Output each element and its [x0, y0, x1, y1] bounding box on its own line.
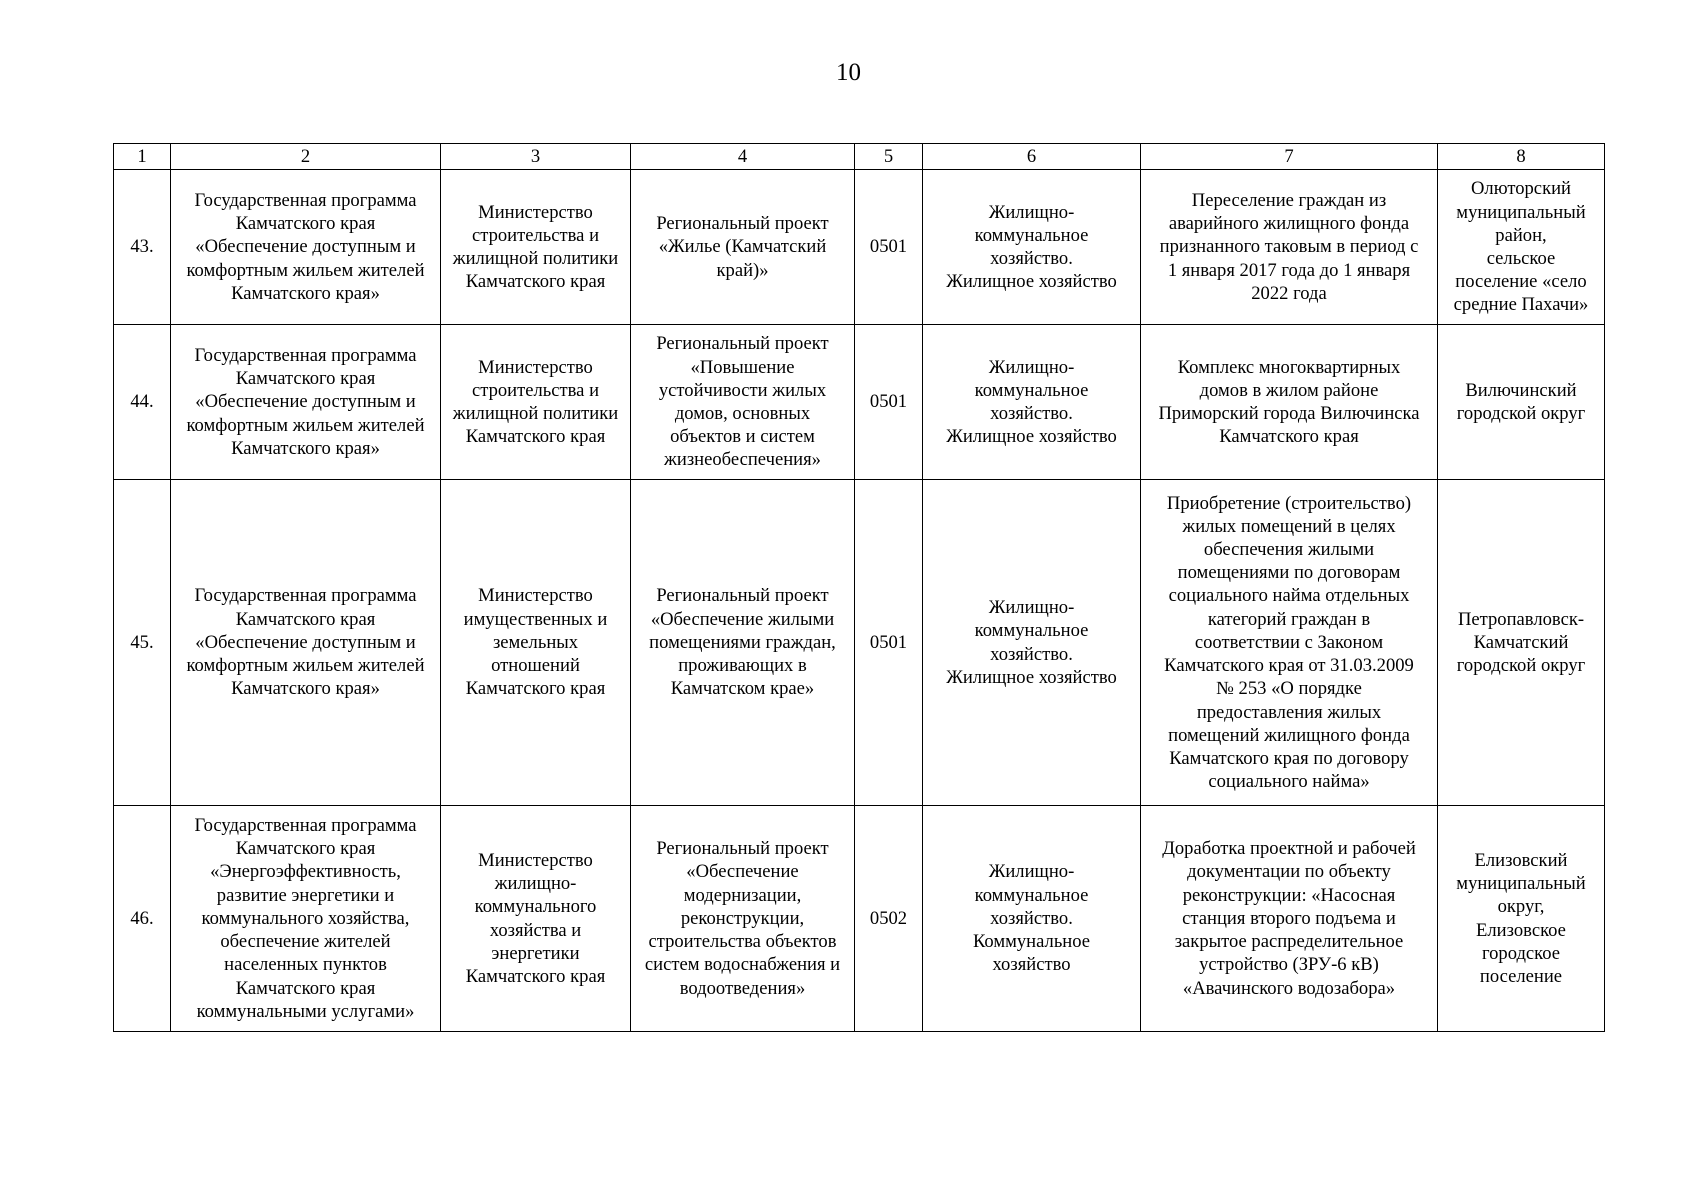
page-number: 10: [836, 59, 861, 86]
section-cell: Жилищно- коммунальное хозяйство. Коммунальное хозяйство: [923, 806, 1141, 1032]
ministry-cell: Министерство строительства и жилищной политики Камчатского края: [441, 325, 631, 480]
municipality-cell: Петропавловск- Камчатский городской округ: [1438, 480, 1605, 806]
program-cell: Государственная программа Камчатского края «Обеспечение доступным и комфортным жильем жителей Камчатского края»: [171, 325, 441, 480]
code-cell: 0501: [855, 480, 923, 806]
object-cell: Комплекс многоквартирных домов в жилом районе Приморский города Вилючинска Камчатского края: [1141, 325, 1438, 480]
project-cell: Региональный проект «Повышение устойчивости жилых домов, основных объектов и систем жизнеобеспечения»: [631, 325, 855, 480]
column-header: 8: [1438, 144, 1605, 170]
row-number: 46.: [114, 806, 171, 1032]
column-header: 2: [171, 144, 441, 170]
section-cell: Жилищно- коммунальное хозяйство. Жилищное хозяйство: [923, 325, 1141, 480]
column-header: 6: [923, 144, 1141, 170]
projects-table: [113, 143, 1605, 1032]
code-cell: 0502: [855, 806, 923, 1032]
row-number: 45.: [114, 480, 171, 806]
row-number: 44.: [114, 325, 171, 480]
column-header: 1: [114, 144, 171, 170]
object-cell: Приобретение (строительство) жилых помещений в целях обеспечения жилыми помещениями по договорам социального найма отдельных категорий граждан в соответствии с Законом Камчатского края от 31.03.2009 № 253 «О порядке предоставления жилых помещений жилищного фонда Камчатского края по договору социального найма»: [1141, 480, 1438, 806]
ministry-cell: Министерство имущественных и земельных отношений Камчатского края: [441, 480, 631, 806]
section-cell: Жилищно- коммунальное хозяйство. Жилищное хозяйство: [923, 170, 1141, 325]
project-cell: Региональный проект «Жилье (Камчатский край)»: [631, 170, 855, 325]
code-cell: 0501: [855, 325, 923, 480]
column-header: 7: [1141, 144, 1438, 170]
ministry-cell: Министерство строительства и жилищной политики Камчатского края: [441, 170, 631, 325]
row-number: 43.: [114, 170, 171, 325]
object-cell: Доработка проектной и рабочей документации по объекту реконструкции: «Насосная станция второго подъема и закрытое распределительное устройство (ЗРУ-6 кВ) «Авачинского водозабора»: [1141, 806, 1438, 1032]
program-cell: Государственная программа Камчатского края «Обеспечение доступным и комфортным жильем жителей Камчатского края»: [171, 170, 441, 325]
table-row: [114, 480, 1605, 806]
column-header: 3: [441, 144, 631, 170]
ministry-cell: Министерство жилищно- коммунального хозяйства и энергетики Камчатского края: [441, 806, 631, 1032]
project-cell: Региональный проект «Обеспечение модернизации, реконструкции, строительства объектов систем водоснабжения и водоотведения»: [631, 806, 855, 1032]
table-row: [114, 325, 1605, 480]
project-cell: Региональный проект «Обеспечение жилыми помещениями граждан, проживающих в Камчатском крае»: [631, 480, 855, 806]
column-header: 5: [855, 144, 923, 170]
municipality-cell: Олюторский муниципальный район, сельское поселение «село средние Пахачи»: [1438, 170, 1605, 325]
table-row: [114, 806, 1605, 1032]
column-header: 4: [631, 144, 855, 170]
code-cell: 0501: [855, 170, 923, 325]
table-row: [114, 170, 1605, 325]
program-cell: Государственная программа Камчатского края «Энергоэффективность, развитие энергетики и коммунального хозяйства, обеспечение жителей населенных пунктов Камчатского края коммунальными услугами»: [171, 806, 441, 1032]
municipality-cell: Вилючинский городской округ: [1438, 325, 1605, 480]
municipality-cell: Елизовский муниципальный округ, Елизовское городское поселение: [1438, 806, 1605, 1032]
header-row: [114, 144, 1605, 170]
object-cell: Переселение граждан из аварийного жилищного фонда признанного таковым в период с 1 января 2017 года до 1 января 2022 года: [1141, 170, 1438, 325]
program-cell: Государственная программа Камчатского края «Обеспечение доступным и комфортным жильем жителей Камчатского края»: [171, 480, 441, 806]
section-cell: Жилищно- коммунальное хозяйство. Жилищное хозяйство: [923, 480, 1141, 806]
